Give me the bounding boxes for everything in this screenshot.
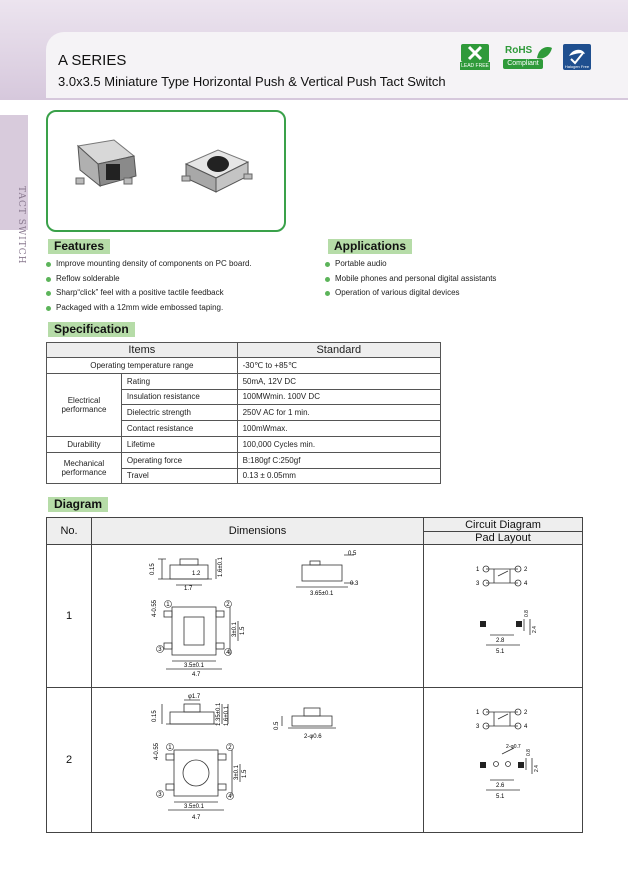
list-item: Mobile phones and personal digital assistants [325, 272, 496, 287]
dim-label: 2.4 [532, 626, 538, 633]
pin-label: 4 [228, 794, 232, 800]
lead-free-text: LEAD FREE [461, 63, 489, 69]
dim-label: 2.8 [496, 638, 505, 644]
pin-label: 3 [476, 724, 480, 730]
horizontal-switch-image [76, 140, 136, 186]
dim-label: 1.7 [184, 586, 193, 592]
pin-label: 4 [226, 650, 230, 656]
pin-label: 1 [168, 745, 172, 751]
dim-label: 4.7 [192, 672, 201, 678]
table-row [47, 373, 441, 389]
dim-label: 0.8 [526, 749, 532, 756]
side-tab-label: TACT SWITCH [16, 186, 26, 265]
dim-label: 1.6±0.1 [218, 557, 224, 577]
rohs-badge [503, 44, 553, 70]
product-subtitle: 3.0x3.5 Miniature Type Horizontal Push & Vertical Push Tact Switch [58, 74, 446, 89]
cell-label: Travel [121, 468, 237, 484]
rohs-sub: Compliant [507, 60, 539, 67]
vertical-switch-image [182, 150, 252, 192]
pin-label: 1 [476, 710, 480, 716]
cell-value: 50mA, 12V DC [237, 373, 440, 389]
dim-label: 0.15 [152, 710, 158, 722]
dim-label: φ1.7 [188, 694, 201, 700]
list-item: Packaged with a 12mm wide embossed taping. [46, 301, 252, 316]
dim-label: 5.1 [496, 649, 505, 655]
dim-label: 1.5 [240, 626, 246, 635]
diagram-table [46, 517, 583, 833]
col-pad: Pad Layout [424, 532, 583, 545]
col-standard: Standard [237, 343, 440, 358]
cell-label: Contact resistance [121, 421, 237, 437]
circuit-pad-2 [424, 688, 583, 833]
dim-label: 0.15 [150, 563, 156, 575]
dim-label: 0.3 [350, 581, 359, 587]
dim-label: 5.1 [496, 794, 505, 800]
list-item: Reflow solderable [46, 272, 252, 287]
dimension-drawing [92, 545, 423, 684]
cell-label: Operating temperature range [47, 358, 238, 374]
pin-label: 1 [166, 602, 170, 608]
table-row [47, 688, 583, 833]
table-row [47, 358, 441, 374]
dim-label: 3.65±0.1 [310, 591, 334, 597]
dim-label: 1.5 [242, 769, 248, 778]
dim-label: 0.5 [274, 721, 280, 730]
product-photo-frame [46, 110, 286, 232]
cell-value: 100MWmin. 100V DC [237, 389, 440, 405]
table-row [47, 436, 441, 452]
cell-value: 250V AC for 1 min. [237, 405, 440, 421]
specification-heading: Specification [48, 322, 135, 337]
dim-label: 2-φ0.6 [304, 734, 322, 740]
table-row [47, 545, 583, 688]
pin-label: 3 [158, 792, 162, 798]
dim-label: 4-0.55 [152, 599, 158, 617]
dim-label: 0.5 [348, 551, 357, 557]
list-item: Sharp“click” feel with a positive tactile feedback [46, 286, 252, 301]
list-item: Operation of various digital devices [325, 286, 496, 301]
cell-value: -30℃ to +85℃ [237, 358, 440, 374]
row-number: 2 [47, 688, 92, 833]
dim-label: 0.8 [524, 610, 530, 617]
dim-label: 4.7 [192, 815, 201, 821]
dim-label: 1.2 [192, 571, 201, 577]
pin-label: 3 [476, 581, 480, 587]
pin-label: 1 [476, 567, 480, 573]
col-dimensions: Dimensions [92, 518, 424, 545]
list-item: Improve mounting density of components on PC board. [46, 257, 252, 272]
dim-label: 3.5±0.1 [184, 804, 204, 810]
halogen-free-text: Halogen Free [564, 64, 590, 69]
dim-label: 2-φ0.7 [506, 744, 521, 750]
diagram-heading: Diagram [48, 497, 108, 512]
dimension-drawing-1 [92, 545, 424, 688]
list-item: Portable audio [325, 257, 496, 272]
circuit-pad-drawing [424, 688, 582, 829]
features-list [46, 257, 252, 315]
dim-label: 2.6 [496, 783, 505, 789]
pin-label: 2 [524, 567, 528, 573]
circuit-pad-drawing [424, 545, 582, 684]
dim-label: 2.4 [534, 765, 540, 772]
cell-value: B:180gf C:250gf [237, 452, 440, 468]
dimension-drawing [92, 688, 423, 829]
cell-group: Electrical performance [47, 373, 122, 436]
circuit-pad-1 [424, 545, 583, 688]
features-heading: Features [48, 239, 110, 254]
dim-label: 3±0.1 [232, 622, 238, 637]
pin-label: 2 [228, 745, 232, 751]
lead-free-badge [460, 44, 490, 70]
pin-label: 2 [524, 710, 528, 716]
cell-label: Operating force [121, 452, 237, 468]
pin-label: 3 [158, 647, 162, 653]
cell-label: Lifetime [121, 436, 237, 452]
cell-label: Rating [121, 373, 237, 389]
dim-label: 3±0.1 [234, 765, 240, 780]
cell-group: Mechanical performance [47, 452, 122, 484]
series-title: A SERIES [58, 52, 127, 69]
dim-label: 1.35±0.1 [216, 702, 222, 726]
product-photo [48, 112, 284, 230]
dim-label: 1.6±0.1 [224, 706, 230, 726]
applications-heading: Applications [328, 239, 412, 254]
pin-label: 4 [524, 724, 528, 730]
cell-label: Insulation resistance [121, 389, 237, 405]
dim-label: 3.5±0.1 [184, 663, 204, 669]
col-circuit: Circuit Diagram [424, 518, 583, 532]
halogen-free-badge [563, 44, 591, 70]
table-row [47, 452, 441, 468]
applications-list [325, 257, 496, 301]
specification-table [46, 342, 441, 484]
pin-label: 4 [524, 581, 528, 587]
cell-label: Dielectric strength [121, 405, 237, 421]
col-no: No. [47, 518, 92, 545]
cell-value: 100,000 Cycles min. [237, 436, 440, 452]
dimension-drawing-2 [92, 688, 424, 833]
col-items: Items [47, 343, 238, 358]
pin-label: 2 [226, 602, 230, 608]
cell-value: 0.13 ± 0.05mm [237, 468, 440, 484]
row-number: 1 [47, 545, 92, 688]
cell-group: Durability [47, 436, 122, 452]
rohs-title: RoHS [505, 45, 533, 56]
cell-value: 100mWmax. [237, 421, 440, 437]
dim-label: 4-0.55 [154, 742, 160, 760]
